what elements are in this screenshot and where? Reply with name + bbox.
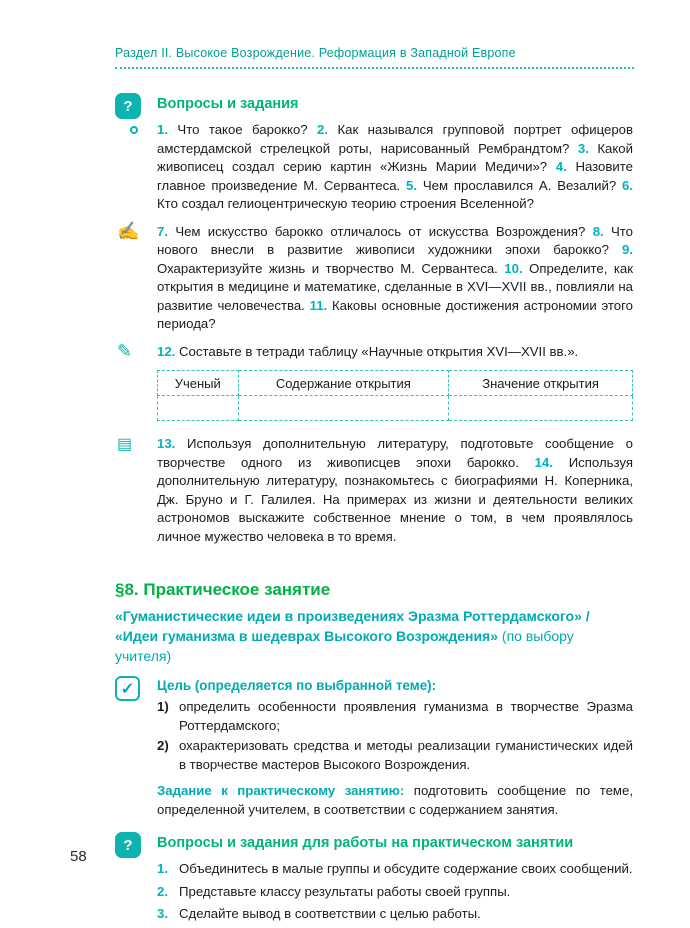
qa-section-2	[123, 835, 633, 924]
section-subtitle-line-2	[115, 626, 633, 666]
goal-heading: Цель (определяется по выбранной теме):	[157, 678, 437, 693]
table-cell-empty	[449, 396, 633, 421]
question-text: Что нового внесли в развитие живописи художники эпохи барокко?	[157, 223, 634, 257]
task-paragraph	[157, 782, 633, 819]
question-text: Охарактеризуйте жизнь и творчество М. Сервантеса.	[157, 260, 498, 276]
goal-section	[120, 678, 633, 819]
writing-hand-icon: ✍	[117, 220, 140, 241]
pencil-icon: ✎	[117, 340, 133, 361]
question-text: Определите, как открытия в медицине и математике, сделанные в XVI—XVII вв., повлияли на развитие человечества.	[157, 260, 633, 313]
question-text: Используя дополнительную литературу, познакомьтесь с биографиями Н. Коперника, Дж. Бруно и Г. Галилея. На примерах из жизни и деятельности великих астрономов выскажите собственное мнение о том, в чем проявлялось личное мужество человека в то время.	[157, 454, 633, 544]
table-header-row	[158, 371, 633, 396]
question-text: Объединитесь в малые группы и обсудите содержание своих сообщений.	[179, 861, 633, 876]
question-number: 12.	[157, 343, 176, 359]
question-text: Какой живописец создал серию картин «Жизнь Марии Медичи»?	[157, 140, 633, 174]
question-text: Кто создал гелиоцентрическую теорию строения Вселенной?	[157, 196, 534, 211]
section-title: §8. Практическое занятие	[115, 580, 331, 599]
question-mark-icon: ?	[115, 832, 141, 858]
question-number: 1.	[157, 861, 168, 876]
question-number: 2.	[317, 122, 329, 137]
question-text: Сделайте вывод в соответствии с целью работы.	[179, 906, 481, 921]
question-number: 10.	[504, 260, 523, 276]
question-number: 11.	[309, 297, 328, 313]
qa2-heading: Вопросы и задания для работы на практическом занятии	[157, 835, 574, 851]
goal-item	[157, 737, 633, 774]
question-text: Представьте классу результаты работы своей группы.	[179, 883, 511, 899]
table-header-content: Содержание открытия	[238, 371, 449, 396]
qa2-item	[157, 860, 633, 879]
section-subtitle-text: «Идеи гуманизма в шедеврах Высокого Возрождения»	[115, 628, 499, 644]
qa1-heading-row	[123, 96, 633, 115]
qa1-paragraph-3	[117, 435, 633, 546]
task-label: Задание к практическому занятию:	[157, 783, 405, 798]
running-head: Раздел II. Высокое Возрождение. Реформация в Западной Европе	[115, 46, 634, 69]
section-subtitle-note: (по выбору учителя)	[115, 628, 574, 664]
goal-item-text: определить особенности проявления гуманизма в творчестве Эразма Роттердамского;	[179, 699, 633, 733]
question-text: Используя дополнительную литературу, подготовьте сообщение о творчестве одного из живописцев эпохи барокко.	[157, 436, 633, 470]
goal-item-text: охарактеризовать средства и методы реализации гуманистических идей в творчестве мастеров Высокого Возрождения.	[179, 738, 633, 772]
science-discoveries-table	[157, 370, 633, 421]
question-number: 13.	[157, 436, 176, 451]
question-text: Составьте в тетради таблицу «Научные открытия XVI—XVII вв.».	[179, 343, 579, 359]
book-icon: ▤	[117, 436, 133, 453]
qa1-paragraph-2	[117, 220, 634, 334]
question-number: 8.	[592, 223, 604, 239]
qa1-heading: Вопросы и задания	[157, 96, 299, 112]
qa2-heading-row	[123, 835, 633, 854]
question-number: 5.	[406, 177, 418, 193]
question-number: 6.	[622, 177, 634, 193]
qa-section-1	[117, 96, 634, 546]
table-cell-empty	[158, 396, 239, 421]
question-text: Что такое барокко?	[177, 122, 308, 137]
question-text: Каковы основные достижения астрономии этого периода?	[157, 297, 633, 331]
section-8-heading	[115, 580, 633, 666]
qa2-item	[157, 883, 633, 902]
task-text: подготовить сообщение по теме, определенной учителем, в соответствии с содержанием занятия.	[157, 783, 633, 817]
goal-item	[157, 698, 633, 735]
table-empty-row	[158, 396, 633, 421]
table-cell-empty	[238, 396, 449, 421]
checkmark-icon: ✓	[115, 676, 140, 701]
table-header-significance: Значение открытия	[449, 371, 633, 396]
question-number: 9.	[622, 242, 634, 257]
page-number: 58	[70, 848, 87, 865]
question-number: 3.	[157, 906, 168, 921]
question-mark-icon: ?	[115, 93, 141, 119]
goal-item-number: 1)	[157, 699, 169, 714]
qa1-item-12	[117, 340, 633, 362]
goal-item-number: 2)	[157, 738, 169, 753]
question-text: Назовите главное произведение М. Сервантеса.	[157, 159, 633, 193]
question-text: Чем прославился А. Везалий?	[422, 177, 617, 193]
question-text: Чем искусство барокко отличалось от искусства Возрождения?	[175, 223, 586, 239]
bubble-dot-icon	[130, 126, 138, 134]
question-number: 3.	[577, 140, 589, 156]
table-header-scientist: Ученый	[158, 371, 239, 396]
question-number: 4.	[555, 159, 567, 174]
section-subtitle-line-1: «Гуманистические идеи в произведениях Эразма Роттердамского» /	[115, 608, 590, 624]
question-text: Как назывался групповой портрет офицеров амстердамской стрелецкой роты, нарисованный Рембрандтом?	[157, 122, 633, 156]
page-content	[115, 96, 634, 928]
qa2-item	[157, 905, 633, 924]
question-number: 7.	[157, 223, 168, 239]
qa1-paragraph-1	[157, 121, 633, 214]
question-number: 14.	[534, 454, 553, 470]
question-number: 1.	[157, 122, 168, 137]
question-number: 2.	[157, 883, 168, 899]
